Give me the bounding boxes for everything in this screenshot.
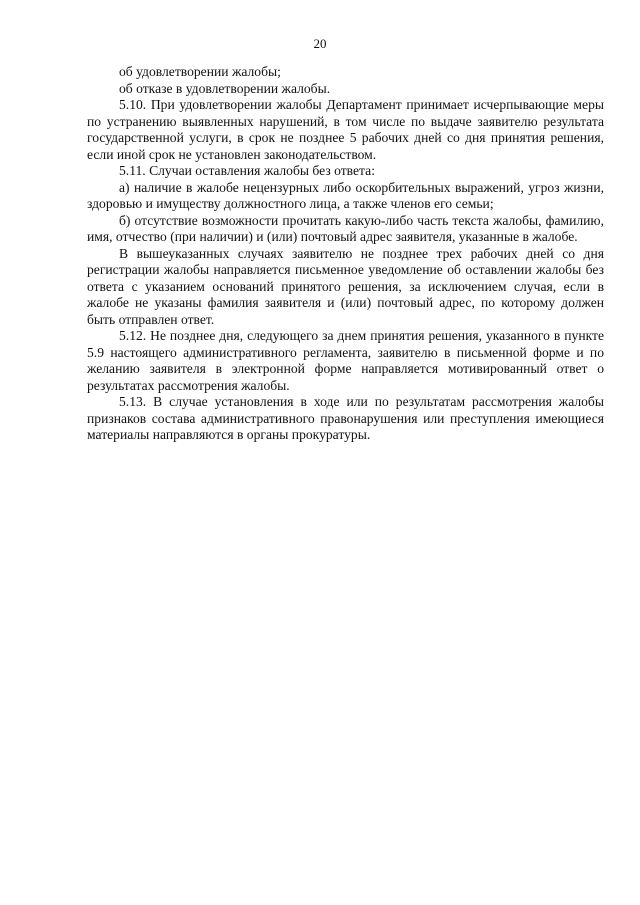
page-number: 20	[313, 36, 327, 51]
paragraph-5-13: 5.13. В случае установления в ходе или по результатам рассмотрения жалобы признаков состава административного правонарушения или преступления имеющиеся материалы направляются в органы прокуратуры.	[87, 394, 604, 442]
paragraph-5-11: 5.11. Случаи оставления жалобы без ответа:	[119, 163, 375, 178]
paragraph-5-11-b: б) отсутствие возможности прочитать какую-либо часть текста жалобы, фамилию, имя, отчество (при наличии) и (или) почтовый адрес заявителя, указанные в жалобе.	[87, 212, 604, 244]
paragraph-5-11-a: а) наличие в жалобе нецензурных либо оскорбительных выражений, угроз жизни, здоровью и имуществу должностного лица, а также членов его семьи;	[87, 179, 604, 211]
document-body	[87, 64, 604, 444]
paragraph-refuse-complaint: об отказе в удовлетворении жалобы.	[119, 80, 331, 96]
paragraph-5-12: 5.12. Не позднее дня, следующего за днем принятия решения, указанного в пункте 5.9 настоящего административного регламента, заявителю в письменной форме и по желанию заявителя в электронной форме направляется мотивированный ответ о результатах рассмотрения жалобы.	[87, 328, 604, 393]
paragraph-satisfy-complaint: об удовлетворении жалобы;	[119, 64, 281, 79]
paragraph-5-10: 5.10. При удовлетворении жалобы Департамент принимает исчерпывающие меры по устранению выявленных нарушений, в том числе по выдаче заявителю результата государственной услуги, в срок не позднее 5 рабочих дней со дня принятия решения, если иной срок не установлен законодательством.	[87, 97, 604, 162]
paragraph-above-cases: В вышеуказанных случаях заявителю не позднее трех рабочих дней со дня регистрации жалобы направляется письменное уведомление об оставлении жалобы без ответа с указанием оснований принятого решения, за исключением случая, если в жалобе не указаны фамилия заявителя и (или) почтовый адрес, по которому должен быть отправлен ответ.	[87, 245, 604, 327]
